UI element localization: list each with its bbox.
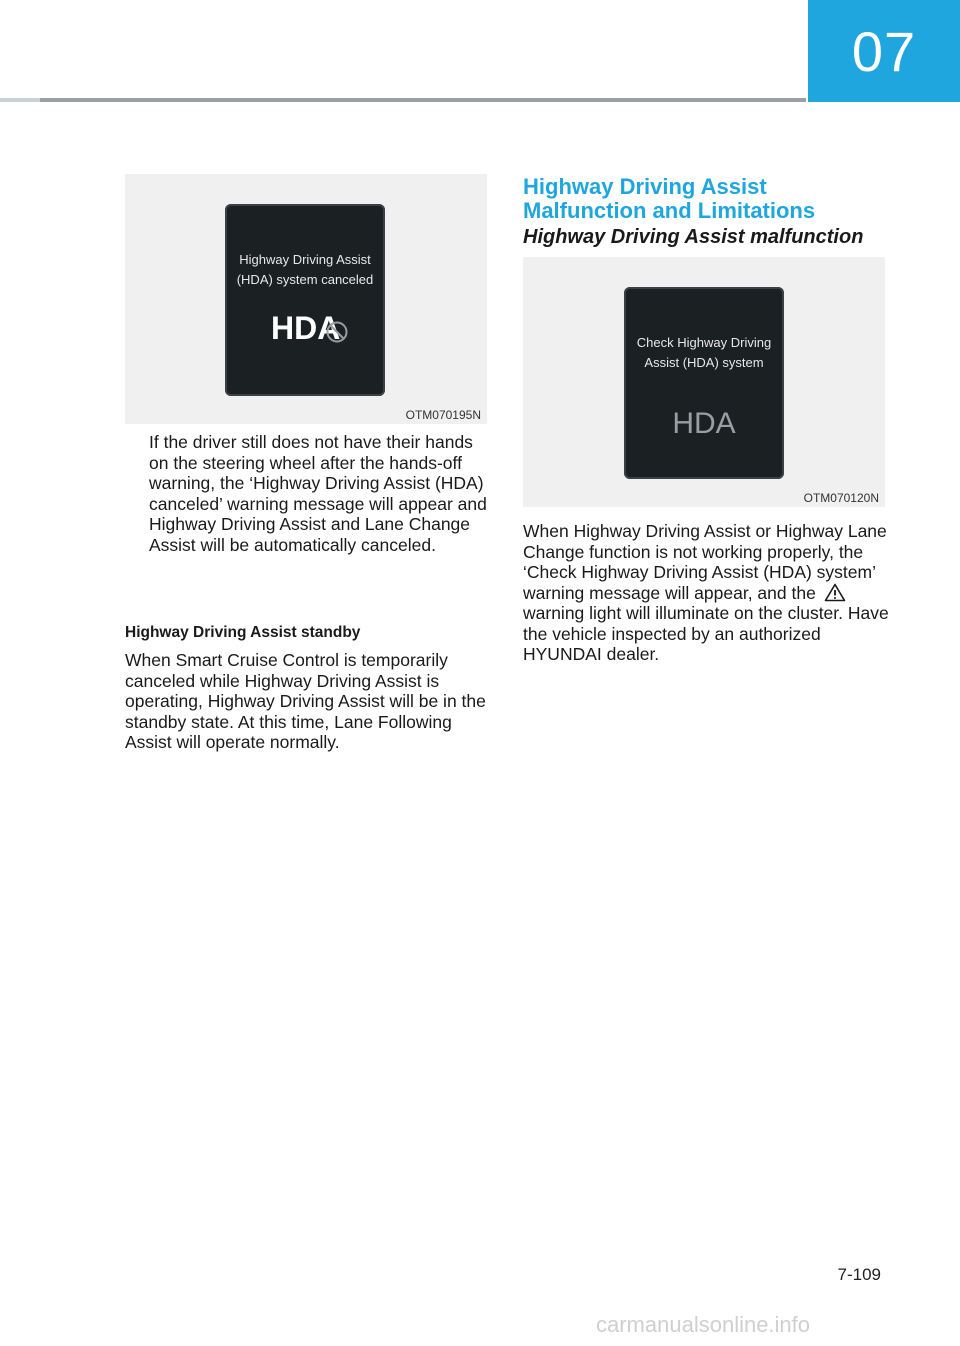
hda-label: HDA: [672, 407, 736, 440]
chapter-tab: 07: [808, 0, 960, 102]
hda-label: HDA: [271, 310, 341, 346]
section-subtitle: Highway Driving Assist malfunction: [523, 226, 864, 248]
section-title: Highway Driving Assist Malfunction and Limitations: [523, 174, 816, 223]
figure-hda-canceled: [125, 174, 487, 424]
cluster-display: [624, 287, 784, 479]
malfunction-text-after: warning light will illuminate on the cluster. Have the vehicle inspected by an authorized HYUNDAI dealer.: [523, 603, 889, 664]
display-message: [624, 333, 784, 373]
malfunction-paragraph: [523, 521, 893, 665]
display-message-line1: Highway Driving Assist: [239, 252, 371, 267]
header-rule-accent: [0, 98, 40, 102]
figure-check-hda: [523, 257, 885, 507]
figure-code: OTM070195N: [405, 408, 481, 422]
page-number: 7-109: [837, 1265, 881, 1284]
header-rule: [0, 98, 806, 102]
display-message-line1: Check Highway Driving: [636, 335, 772, 350]
warning-triangle-icon: [824, 583, 846, 602]
standby-subheading: Highway Driving Assist standby: [125, 624, 361, 641]
display-message-line2: (HDA) system canceled: [236, 272, 374, 287]
hands-off-paragraph: If the driver still does not have their hands on the steering wheel after the hands-off warning, the ‘Highway Driving Assist (HDA) canceled’ warning message will appear and Highway Driving Assist and Lane Change Assist will be automatically canceled.: [149, 432, 487, 555]
figure-code: OTM070120N: [803, 491, 879, 505]
display-message-line2: Assist (HDA) system: [644, 355, 764, 370]
display-message: [225, 250, 385, 290]
watermark: carmanualsonline.info: [596, 1312, 811, 1337]
standby-paragraph: When Smart Cruise Control is temporarily canceled while Highway Driving Assist is operating, Highway Driving Assist will be in the standby state. At this time, Lane Following Assist will operate normally.: [125, 650, 486, 752]
malfunction-text-before: When Highway Driving Assist or Highway Lane Change function is not working properly, the ‘Check Highway Driving Assist (HDA) system’ warning message will appear, and the: [523, 521, 887, 603]
cluster-display: [225, 204, 385, 396]
cancel-icon: [325, 320, 349, 344]
